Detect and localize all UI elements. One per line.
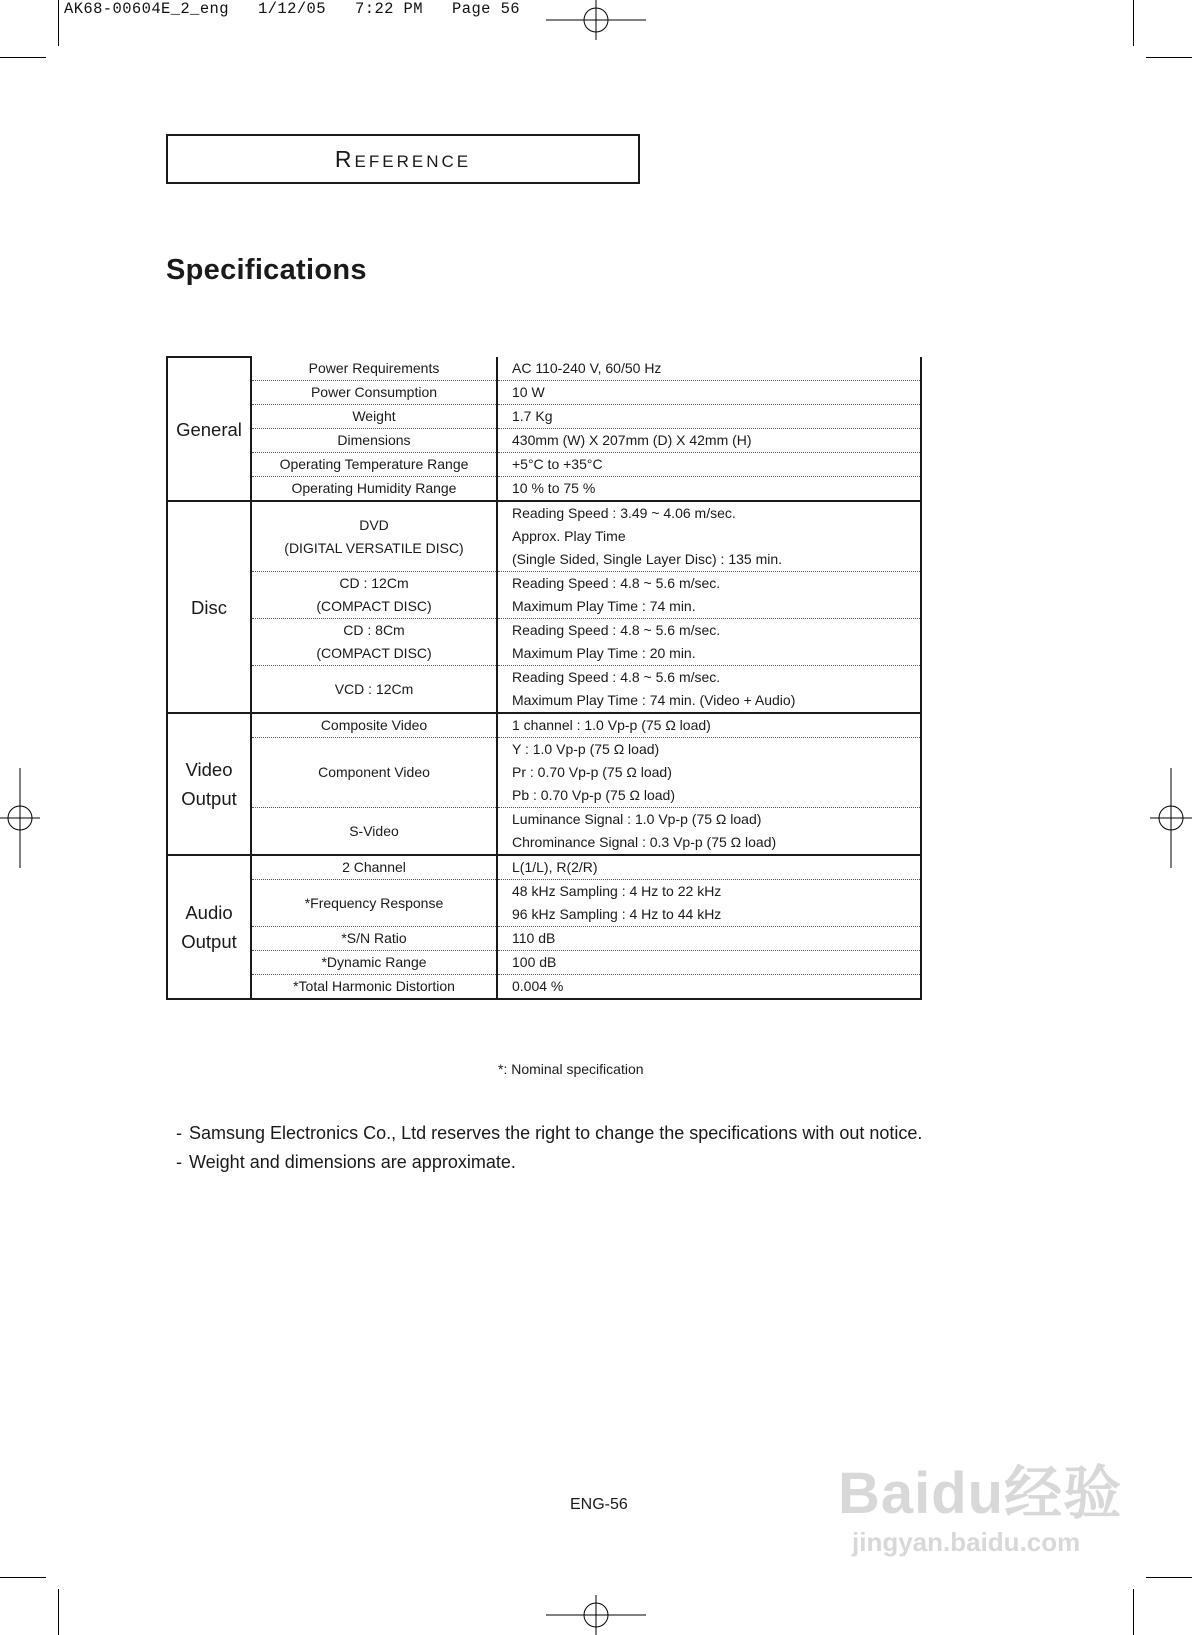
spec-value (497, 951, 921, 975)
registration-mark-icon (546, 0, 646, 40)
table-row (167, 453, 921, 477)
section-title: REFERENCE (334, 145, 472, 172)
spec-group-label (167, 357, 251, 501)
spec-value (497, 572, 921, 619)
table-row (167, 951, 921, 975)
spec-item-line: *S/N Ratio (341, 930, 407, 946)
spec-item-line: CD : 8Cm (343, 622, 405, 638)
note-marker: - (176, 1152, 182, 1172)
spec-value-line: Chrominance Signal : 0.3 Vp-p (75 Ω load) (512, 834, 777, 850)
watermark (838, 1462, 1128, 1592)
spec-group-label (167, 855, 251, 999)
note-text: Weight and dimensions are approximate. (189, 1152, 516, 1172)
spec-value (497, 429, 921, 453)
table-row (167, 738, 921, 808)
spec-item-line: S-Video (349, 822, 399, 839)
spec-value-line: Luminance Signal : 1.0 Vp-p (75 Ω load) (512, 811, 762, 827)
spec-group-line: Output (181, 931, 237, 952)
spec-value-line: Approx. Play Time (512, 528, 626, 544)
crop-mark (1146, 57, 1192, 58)
note-text: Samsung Electronics Co., Ltd reserves the right to change the specifications with out notice. (189, 1123, 923, 1143)
note-marker: - (176, 1123, 182, 1143)
table-row (167, 927, 921, 951)
table-row (167, 477, 921, 502)
spec-item-line: Dimensions (337, 432, 411, 448)
footnote: *: Nominal specification (498, 1061, 644, 1077)
notes-list (176, 1122, 936, 1180)
spec-item (251, 808, 497, 856)
spec-value-line: 96 kHz Sampling : 4 Hz to 44 kHz (512, 906, 722, 922)
note-item (176, 1122, 936, 1145)
spec-value (497, 713, 921, 738)
crop-mark (0, 1577, 46, 1578)
spec-value (497, 927, 921, 951)
watermark-url: jingyan.baidu.com (852, 1527, 1081, 1557)
spec-value-line: Pb : 0.70 Vp-p (75 Ω load) (512, 787, 676, 803)
table-row (167, 713, 921, 738)
spec-item (251, 357, 497, 381)
crop-mark (0, 57, 46, 58)
crop-mark (1146, 1577, 1192, 1578)
spec-group-line: Audio (185, 902, 233, 923)
page-title: Specifications (166, 254, 367, 286)
spec-item (251, 572, 497, 619)
spec-item-line: Power Consumption (310, 384, 438, 400)
spec-item (251, 951, 497, 975)
spec-item (251, 738, 497, 808)
spec-value-line: Maximum Play Time : 74 min. (512, 598, 696, 614)
spec-item-line: Weight (352, 408, 396, 424)
spec-item-line: (COMPACT DISC) (316, 598, 432, 614)
spec-value-line: 10 % to 75 % (512, 480, 596, 496)
spec-value-line: Reading Speed : 4.8 ~ 5.6 m/sec. (512, 575, 721, 591)
spec-value-line: 10 W (512, 384, 545, 400)
spec-group-line: Disc (191, 596, 227, 618)
spec-value (497, 405, 921, 429)
spec-item-line: CD : 12Cm (339, 575, 409, 591)
spec-item-line: *Dynamic Range (321, 954, 427, 970)
table-row (167, 381, 921, 405)
spec-item-line: (DIGITAL VERSATILE DISC) (284, 539, 464, 556)
spec-value-line: Maximum Play Time : 20 min. (512, 645, 696, 661)
spec-value (497, 477, 921, 502)
spec-value (497, 619, 921, 666)
table-row (167, 880, 921, 927)
spec-group-line: Output (181, 788, 237, 809)
spec-value-line: Maximum Play Time : 74 min. (Video + Audio) (512, 692, 796, 708)
spec-value-line: +5°C to +35°C (512, 456, 603, 472)
spec-value (497, 975, 921, 1000)
spec-item (251, 855, 497, 880)
page-number: ENG-56 (570, 1496, 628, 1513)
spec-value (497, 666, 921, 714)
spec-value-line: (Single Sided, Single Layer Disc) : 135 min. (512, 551, 783, 567)
spec-item-line: Power Requirements (308, 360, 440, 376)
spec-value-line: 1.7 Kg (512, 408, 553, 424)
spec-value-line: Reading Speed : 3.49 ~ 4.06 m/sec. (512, 505, 736, 521)
spec-item (251, 429, 497, 453)
section-header (166, 134, 640, 184)
spec-item (251, 381, 497, 405)
watermark-logo: Baidu经验 (838, 1461, 1123, 1526)
spec-item-line: 2 Channel (342, 859, 406, 875)
spec-group-label (167, 713, 251, 855)
table-row (167, 619, 921, 666)
registration-mark-icon (0, 768, 40, 868)
spec-value-line: 48 kHz Sampling : 4 Hz to 22 kHz (512, 883, 722, 899)
spec-group-line: Video (185, 759, 233, 780)
table-row (167, 808, 921, 856)
spec-item-line: DVD (359, 516, 389, 533)
spec-value-line: 430mm (W) X 207mm (D) X 42mm (H) (512, 432, 752, 448)
spec-item-line: Component Video (318, 764, 430, 780)
specifications-table (166, 356, 922, 1000)
spec-group-label (167, 501, 251, 713)
spec-item (251, 713, 497, 738)
table-row (167, 357, 921, 381)
spec-value-line: L(1/L), R(2/R) (512, 859, 598, 875)
spec-value-line: 0.004 % (512, 978, 564, 994)
spec-value (497, 738, 921, 808)
table-row (167, 855, 921, 880)
spec-value (497, 880, 921, 927)
registration-mark-icon (546, 1595, 646, 1635)
spec-value (497, 855, 921, 880)
spec-value-line: 110 dB (512, 930, 556, 946)
spec-item-line: (COMPACT DISC) (316, 645, 432, 661)
spec-value-line: Reading Speed : 4.8 ~ 5.6 m/sec. (512, 669, 721, 685)
spec-item-line: Operating Humidity Range (291, 480, 457, 496)
spec-item (251, 619, 497, 666)
spec-value-line: 1 channel : 1.0 Vp-p (75 Ω load) (512, 717, 711, 733)
spec-item (251, 927, 497, 951)
spec-item-line: *Frequency Response (304, 894, 444, 911)
crop-mark (1133, 0, 1134, 46)
spec-value-line: Y : 1.0 Vp-p (75 Ω load) (512, 741, 660, 757)
table-row (167, 405, 921, 429)
table-row (167, 666, 921, 714)
spec-value-line: Pr : 0.70 Vp-p (75 Ω load) (512, 764, 672, 780)
spec-item-line: *Total Harmonic Distortion (293, 978, 455, 994)
spec-value (497, 453, 921, 477)
spec-item (251, 880, 497, 927)
spec-item-line: Composite Video (320, 717, 428, 733)
table-row (167, 572, 921, 619)
spec-value (497, 381, 921, 405)
note-item (176, 1151, 936, 1174)
table-row (167, 501, 921, 572)
spec-value (497, 357, 921, 381)
table-row (167, 975, 921, 1000)
spec-item (251, 501, 497, 572)
spec-item (251, 453, 497, 477)
spec-item (251, 477, 497, 502)
spec-item (251, 405, 497, 429)
spec-item (251, 666, 497, 714)
spec-value (497, 501, 921, 572)
print-slug: AK68-00604E_2_eng 1/12/05 7:22 PM Page 56 (64, 0, 520, 18)
spec-value-line: AC 110-240 V, 60/50 Hz (512, 360, 662, 376)
spec-value-line: Reading Speed : 4.8 ~ 5.6 m/sec. (512, 622, 721, 638)
spec-value-line: 100 dB (512, 954, 557, 970)
spec-item-line: VCD : 12Cm (334, 680, 414, 697)
spec-value (497, 808, 921, 856)
spec-group-line: General (176, 418, 242, 440)
registration-mark-icon (1150, 768, 1192, 868)
spec-item (251, 975, 497, 1000)
crop-mark (58, 1589, 59, 1635)
spec-item-line: Operating Temperature Range (279, 456, 469, 472)
table-row (167, 429, 921, 453)
crop-mark (1133, 1589, 1134, 1635)
crop-mark (58, 0, 59, 46)
